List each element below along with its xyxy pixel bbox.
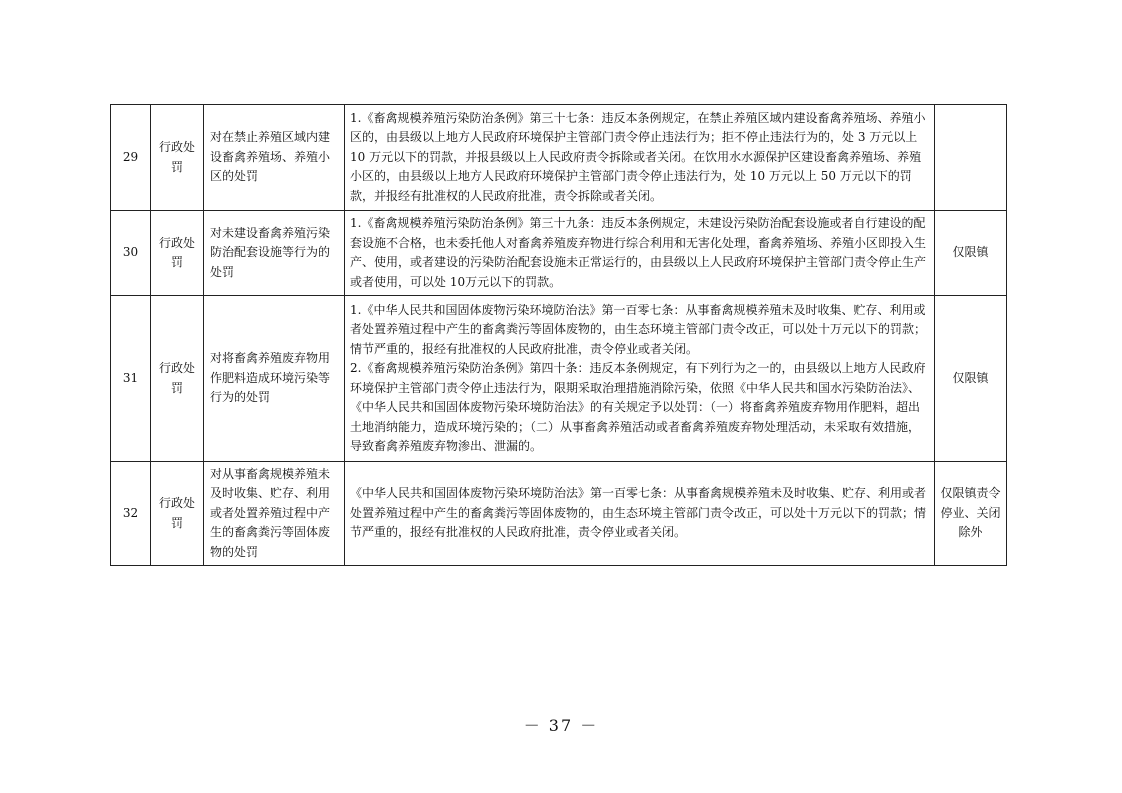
table-row [111,105,1007,211]
legal-basis [345,462,935,566]
item-name: 对未建设畜禽养殖污染防治配套设施等行为的处罚 [204,211,345,296]
power-list-table [110,104,1007,566]
item-number: 29 [111,105,151,211]
legal-basis-paragraph: 1.《畜禽规模养殖污染防治条例》第三十七条：违反本条例规定，在禁止养殖区域内建设畜禽养殖场、养殖小区的，由县级以上地方人民政府环境保护主管部门责令停止违法行为；拒不停止违法行为的，处 3 万元以上 10 万元以下的罚款，并报县级以上人民政府责令拆除或者关闭。在饮用水水源保护区建设畜禽养殖场、养殖小区的，由县级以上地方人民政府环境保护主管部门责令停止违法行为，处 10 万元以上 50 万元以下的罚款，并报经有批准权的人民政府批准，责令拆除或者关闭。 [350,110,926,203]
table-row [111,296,1007,462]
remarks: 仅限镇 [935,296,1007,462]
remarks: 仅限镇 [935,211,1007,296]
item-number: 32 [111,462,151,566]
legal-basis [345,211,935,296]
power-type: 行政处罚 [151,211,204,296]
item-name: 对在禁止养殖区域内建设畜禽养殖场、养殖小区的处罚 [204,105,345,211]
legal-basis-paragraph: 1.《中华人民共和国固体废物污染环境防治法》第一百零七条：从事畜禽规模养殖未及时收集、贮存、利用或者处置养殖过程中产生的畜禽粪污等固体废物的，由生态环境主管部门责令改正，可以处十万元以下的罚款；情节严重的，报经有批准权的人民政府批准，责令停业或者关闭。 [350,302,927,356]
power-type: 行政处罚 [151,462,204,566]
legal-basis-paragraph: 1.《畜禽规模养殖污染防治条例》第三十九条：违反本条例规定，未建设污染防治配套设施或者自行建设的配套设施不合格，也未委托他人对畜禽养殖废弃物进行综合利用和无害化处理，畜禽养殖场、养殖小区即投入生产、使用，或者建设的污染防治配套设施未正常运行的，由县级以上人民政府环境保护主管部门责令停止生产或者使用，可以处 10万元以下的罚款。 [350,216,927,289]
item-name: 对将畜禽养殖废弃物用作肥料造成环境污染等行为的处罚 [204,296,345,462]
item-number: 31 [111,296,151,462]
legal-basis-paragraph: 2.《畜禽规模养殖污染防治条例》第四十条：违反本条例规定，有下列行为之一的，由县级以上地方人民政府环境保护主管部门责令停止违法行为，限期采取治理措施消除污染，依照《中华人民共和国水污染防治法》、《中华人民共和国固体废物污染环境防治法》的有关规定予以处罚：（一）将畜禽养殖废弃物用作肥料，超出土地消纳能力，造成环境污染的；（二）从事畜禽养殖活动或者畜禽养殖废弃物处理活动，未采取有效措施，导致畜禽养殖废弃物渗出、泄漏的。 [350,361,926,453]
power-type: 行政处罚 [151,296,204,462]
page-number: － 37 － [523,716,599,735]
power-type: 行政处罚 [151,105,204,211]
remarks [935,105,1007,211]
legal-basis [345,105,935,211]
remarks: 仅限镇责令停业、关闭除外 [935,462,1007,566]
legal-basis-paragraph: 《中华人民共和国固体废物污染环境防治法》第一百零七条：从事畜禽规模养殖未及时收集、贮存、利用或者处置养殖过程中产生的畜禽粪污等固体废物的，由生态环境主管部门责令改正，可以处十万元以下的罚款；情节严重的，报经有批准权的人民政府批准，责令停业或者关闭。 [350,486,927,540]
table-row [111,211,1007,296]
item-number: 30 [111,211,151,296]
item-name: 对从事畜禽规模养殖未及时收集、贮存、利用或者处置养殖过程中产生的畜禽粪污等固体废物的处罚 [204,462,345,566]
table-row [111,462,1007,566]
legal-basis [345,296,935,462]
